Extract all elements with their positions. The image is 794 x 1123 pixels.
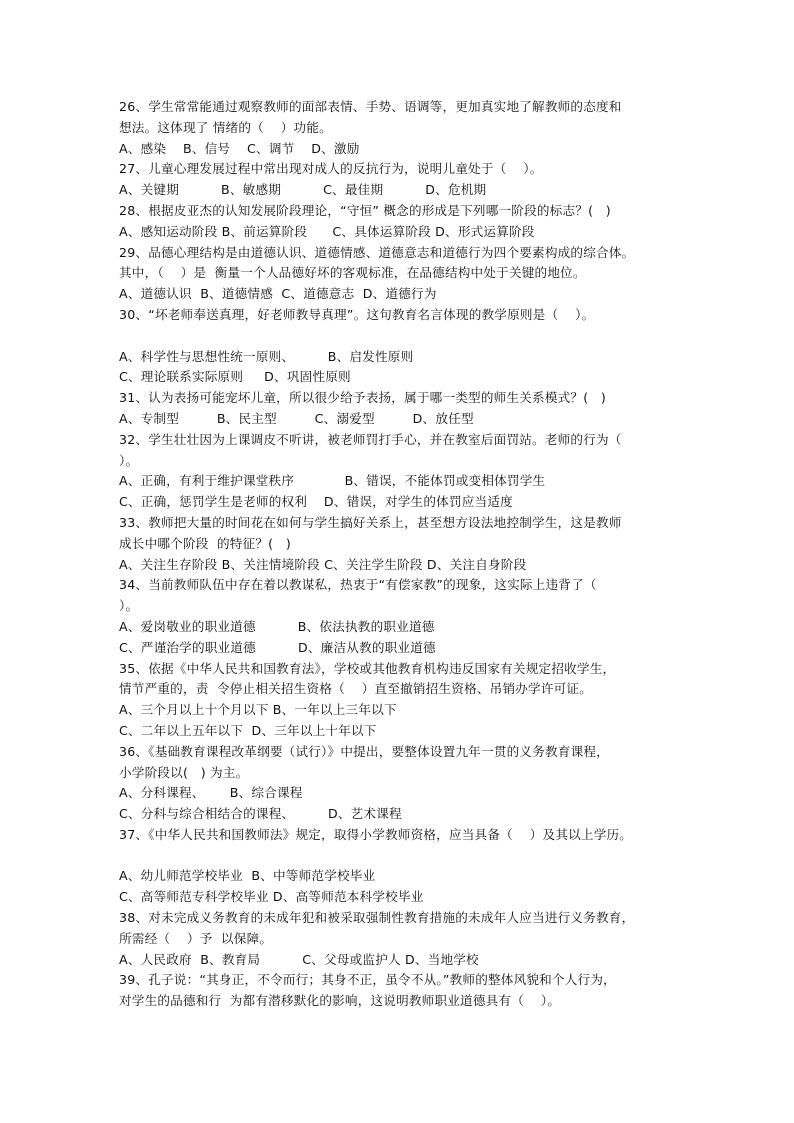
question-26-line-2: 想法。这体现了 情绪的（ ）功能。: [119, 119, 332, 135]
question-36-line-1: 36、《基础教育课程改革纲要（试行）》中提出，要整体设置九年一贯的义务教育课程，: [119, 743, 609, 759]
question-26-line-1: 26、学生常常能通过观察教师的面部表情、手势、语调等，更加真实地了解教师的态度和: [119, 99, 622, 114]
question-37-options-2: C、高等师范专科学校毕业 D、高等师范本科学校毕业: [119, 889, 424, 905]
question-38-line-1: 38、对未完成义务教育的未成年犯和被采取强制性教育措施的未成年人应当进行义务教育，: [119, 910, 635, 926]
question-29-options: A、道德认识 B、道德情感 C、道德意志 D、道德行为: [119, 286, 437, 302]
question-35-line-2: 情节严重的，责 令停止相关招生资格（ ）直至撤销招生资格、吊销办学许可证。: [119, 681, 593, 697]
question-35-line-1: 35、依据《中华人民共和国教育法》，学校或其他教育机构违反国家有关规定招收学生，: [119, 660, 616, 676]
question-32-options-1: A、正确，有利于维护课堂秩序 B、错误，不能体罚或变相体罚学生: [119, 473, 546, 489]
question-30-stem: 30、“坏老师奉送真理，好老师教导真理”。这句教育名言体现的教学原则是（ ）。: [119, 306, 595, 322]
question-34-options-2: C、严谨治学的职业道德 D、廉洁从教的职业道德: [119, 639, 436, 655]
blank-line: [119, 326, 679, 347]
question-32-options-2: C、正确，惩罚学生是老师的权利 D、错误，对学生的体罚应当适度: [119, 494, 513, 510]
question-36-options-1: A、分科课程、 B、综合课程: [119, 785, 303, 801]
question-39-line-2: 对学生的品德和行 为都有潜移默化的影响，这说明教师职业道德具有（ ）。: [119, 993, 561, 1009]
question-35-options-2: C、二年以上五年以下 D、三年以上十年以下: [119, 722, 377, 738]
question-38-line-2: 所需经（ ）予 以保障。: [119, 930, 273, 946]
question-28-options: A、感知运动阶段 B、前运算阶段 C、具体运算阶段 D、形式运算阶段: [119, 223, 535, 239]
question-35-options-1: A、三个月以上十个月以下 B、一年以上三年以下: [119, 702, 397, 718]
question-26-options: A、感染 B、信号 C、调节 D、激励: [119, 140, 360, 156]
question-31-options: A、专制型 B、民主型 C、溺爱型 D、放任型: [119, 410, 474, 426]
question-37-options-1: A、幼儿师范学校毕业 B、中等师范学校毕业: [119, 868, 376, 884]
question-39-line-1: 39、孔子说：“其身正，不令而行；其身不正，虽令不从。”教师的整体风貌和个人行为，: [119, 972, 616, 988]
question-33-options: A、关注生存阶段 B、关注情境阶段 C、关注学生阶段 D、关注自身阶段: [119, 556, 527, 572]
question-30-options-1: A、科学性与思想性统一原则、 B、启发性原则: [119, 348, 414, 364]
question-29-line-2: 其中，（ ）是 衡量一个人品德好坏的客观标准，在品德结构中处于关键的地位。: [119, 265, 586, 281]
question-27-options: A、关键期 B、敏感期 C、最佳期 D、危机期: [119, 182, 487, 198]
blank-line: [119, 846, 679, 867]
question-34-line-1: 34、当前教师队伍中存在着以教谋私，热衷于“有偿家教”的现象，这实际上违背了（: [119, 577, 597, 593]
question-33-line-1: 33、教师把大量的时间花在如何与学生搞好关系上，甚至想方设法地控制学生，这是教师: [119, 514, 622, 530]
question-29-line-1: 29、品德心理结构是由道德认识、道德情感、道德意志和道德行为四个要素构成的综合体。: [119, 244, 635, 260]
question-34-line-2: ）。: [119, 598, 139, 614]
question-28-stem: 28、根据皮亚杰的认知发展阶段理论，“守恒” 概念的形成是下列哪一阶段的标志？( ): [119, 202, 611, 218]
question-33-line-2: 成长中哪个阶段 的特征？( ): [119, 535, 291, 551]
question-38-options: A、人民政府 B、教育局 C、父母或监护人 D、当地学校: [119, 951, 479, 967]
question-32-line-2: ）。: [119, 452, 139, 468]
question-30-options-2: C、理论联系实际原则 D、巩固性原则: [119, 369, 351, 385]
question-27-stem: 27、儿童心理发展过程中常出现对成人的反抗行为，说明儿童处于（ ）。: [119, 161, 543, 177]
question-36-line-2: 小学阶段以( ) 为主。: [119, 764, 249, 780]
question-32-line-1: 32、学生壮壮因为上课调皮不听讲，被老师罚打手心，并在教室后面罚站。老师的行为（: [119, 431, 622, 447]
question-31-stem: 31、认为表扬可能宠坏儿童，所以很少给予表扬，属于哪一类型的师生关系模式？( ): [119, 390, 607, 406]
question-36-options-2: C、分科与综合相结合的课程、 D、艺术课程: [119, 806, 402, 822]
question-34-options-1: A、爱岗敬业的职业道德 B、依法执教的职业道德: [119, 618, 435, 634]
question-37-stem: 37、《中华人民共和国教师法》规定，取得小学教师资格，应当具备（ ）及其以上学历。: [119, 826, 633, 842]
document-page: [119, 97, 679, 1012]
